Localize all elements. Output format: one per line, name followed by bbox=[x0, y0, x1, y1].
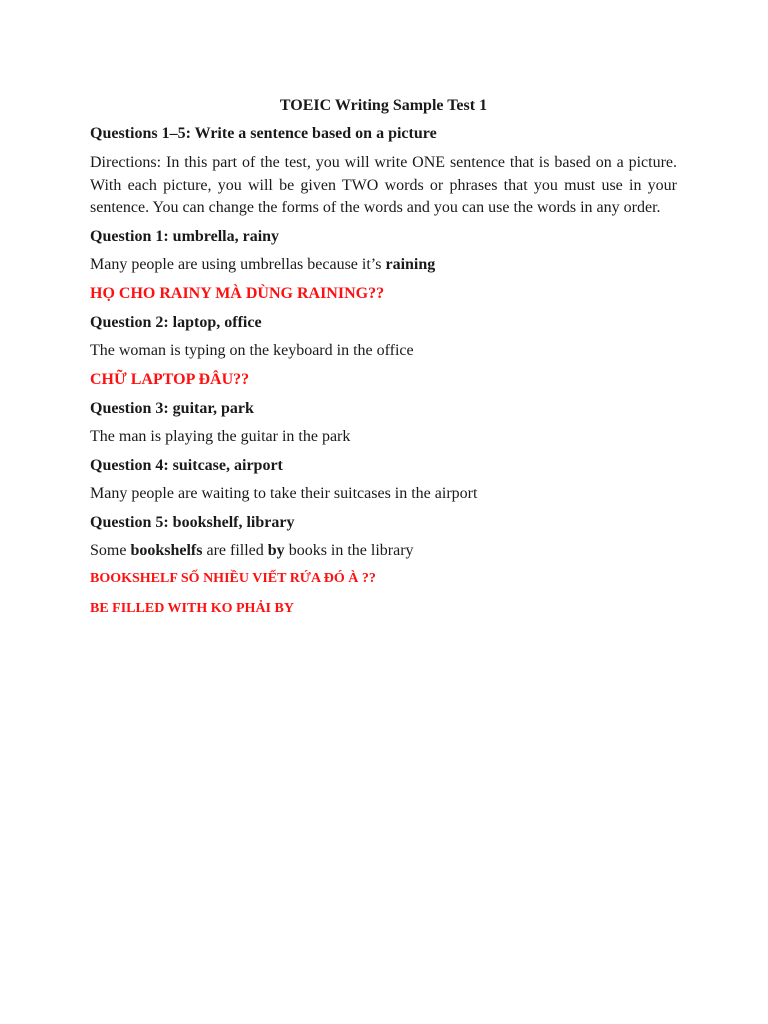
question-2-correction-note: CHỮ LAPTOP ĐÂU?? bbox=[90, 370, 250, 388]
question-4-heading: Question 4: suitcase, airport bbox=[90, 456, 283, 474]
question-2-heading: Question 2: laptop, office bbox=[90, 313, 262, 331]
question-5-answer bbox=[90, 541, 677, 561]
question-5-answer-bold2: by bbox=[267, 541, 285, 559]
question-2-answer: The woman is typing on the keyboard in the office bbox=[90, 341, 414, 359]
document-title: TOEIC Writing Sample Test 1 bbox=[279, 97, 488, 114]
question-1-answer-bold: raining bbox=[385, 255, 436, 273]
document-page bbox=[90, 96, 677, 630]
question-1-correction-note: HỌ CHO RAINY MÀ DÙNG RAINING?? bbox=[90, 284, 385, 302]
question-1-answer-text: Many people are using umbrellas because it’s bbox=[90, 255, 386, 273]
question-5-correction-note-1: BOOKSHELF SỐ NHIỀU VIẾT RỨA ĐÓ À ?? bbox=[90, 570, 376, 586]
question-1-heading: Question 1: umbrella, rainy bbox=[90, 227, 280, 245]
question-5-correction-note-2: BE FILLED WITH KO PHẢI BY bbox=[90, 600, 294, 616]
question-5-answer-bold1: bookshelfs bbox=[130, 541, 203, 559]
question-1-answer bbox=[90, 255, 677, 275]
question-5-answer-part1: Some bbox=[90, 541, 131, 559]
question-4-answer: Many people are waiting to take their suitcases in the airport bbox=[90, 484, 478, 502]
section-heading: Questions 1–5: Write a sentence based on a picture bbox=[90, 125, 437, 142]
question-5-answer-part2: are filled bbox=[202, 541, 268, 559]
question-3-heading: Question 3: guitar, park bbox=[90, 399, 254, 417]
question-3-answer: The man is playing the guitar in the park bbox=[90, 427, 351, 445]
question-5-heading: Question 5: bookshelf, library bbox=[90, 513, 295, 531]
question-5-answer-part3: books in the library bbox=[284, 541, 414, 559]
directions-paragraph: Directions: In this part of the test, you will write ONE sentence that is based on a picture. With each picture, you will be given TWO words or phrases that you must use in your sentence. You can change the forms of the words and you can use the words in any order. bbox=[90, 154, 677, 216]
